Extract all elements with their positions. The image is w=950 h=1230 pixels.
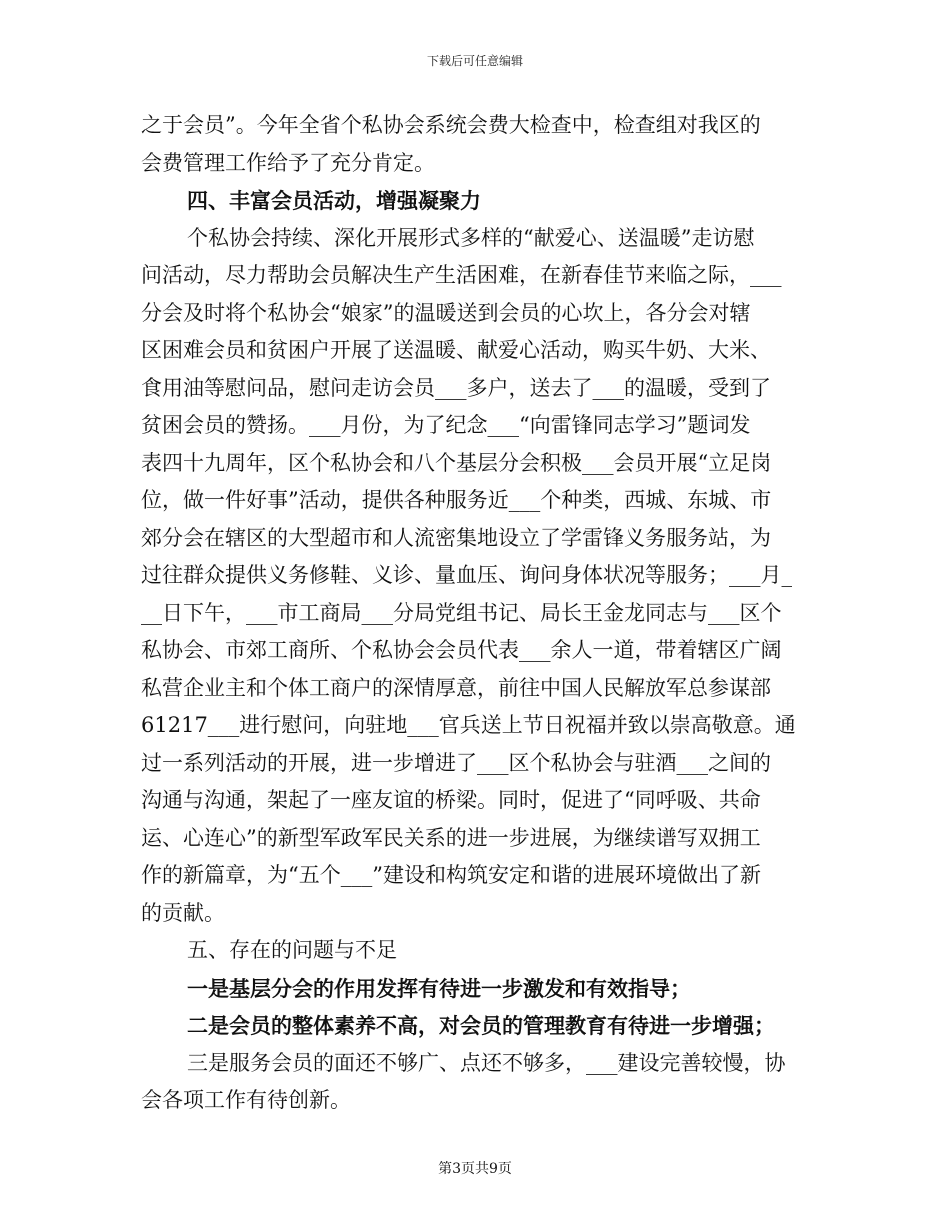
text-line: 会各项工作有待创新。 xyxy=(141,1088,351,1112)
text-line: 个私协会持续、深化开展形式多样的“献爱心、送温暖”走访慰 xyxy=(187,225,755,250)
text-line: 过一系列活动的开展，进一步增进了___区个私协会与驻酒___之间的 xyxy=(141,750,771,775)
text-line: 食用油等慰问品，慰问走访会员___多户，送去了___的温暖，受到了 xyxy=(141,375,771,400)
page-header: 下载后可任意编辑 xyxy=(426,54,523,68)
text-line: 沟通与沟通，架起了一座友谊的桥梁。同时，促进了“同呼吸、共命 xyxy=(141,788,761,812)
text-line: 61217___进行慰问，向驻地___官兵送上节日祝福并致以崇高敬意。通 xyxy=(141,713,796,737)
bold-text-line: 二是会员的整体素养不高，对会员的管理教育有待进一步增强； xyxy=(187,1013,775,1038)
text-line: 作的新篇章，为“五个___”建设和构筑安定和谐的进展环境做出了新 xyxy=(141,863,761,887)
text-line: 表四十九周年，区个私协会和八个基层分会积极___会员开展“立足岗 xyxy=(141,450,772,475)
text-line: 三是服务会员的面还不够广、点还不够多，___建设完善较慢，协 xyxy=(187,1050,786,1075)
text-line: 问活动，尽力帮助会员解决生产生活困难，在新春佳节来临之际，___ xyxy=(141,263,782,287)
text-line: 过往群众提供义务修鞋、义诊、量血压、询问身体状况等服务；___月_ xyxy=(141,563,792,587)
text-line: 贫困会员的赞扬。___月份，为了纪念___“向雷锋同志学习”题词发 xyxy=(141,413,751,437)
page-footer: 第3页共9页 xyxy=(438,1161,512,1177)
text-line: 分会及时将个私协会“娘家”的温暖送到会员的心坎上，各分会对辖 xyxy=(141,300,751,325)
text-line: 郊分会在辖区的大型超市和人流密集地设立了学雷锋义务服务站，为 xyxy=(141,525,771,550)
document-body xyxy=(141,107,811,1120)
text-line: __日下午，___市工商局___分局党组书记、局长王金龙同志与___区个 xyxy=(141,600,782,625)
text-line: 的贡献。 xyxy=(141,900,225,925)
bold-text-line: 一是基层分会的作用发挥有待进一步激发和有效指导； xyxy=(187,975,691,1001)
text-line: 私营企业主和个体工商户的深情厚意，前往中国人民解放军总参谋部 xyxy=(141,675,771,700)
text-line: 运、心连心”的新型军政军民关系的进一步进展，为继续谱写双拥工 xyxy=(141,825,761,850)
text-line: 之于会员”。今年全省个私协会系统会费大检查中，检查组对我区的 xyxy=(141,113,761,137)
text-line: 私协会、市郊工商所、个私协会会员代表___余人一道，带着辖区广阔 xyxy=(141,638,782,662)
text-line: 区困难会员和贫困户开展了送温暖、献爱心活动，购买牛奶、大米、 xyxy=(141,338,771,362)
bold-text-line: 四、丰富会员活动，增强凝聚力 xyxy=(187,188,481,213)
text-line: 位，做一件好事”活动，提供各种服务近___个种类，西城、东城、市 xyxy=(141,488,772,512)
text-line: 会费管理工作给予了充分肯定。 xyxy=(141,150,435,175)
text-line: 五、存在的问题与不足 xyxy=(187,938,397,962)
